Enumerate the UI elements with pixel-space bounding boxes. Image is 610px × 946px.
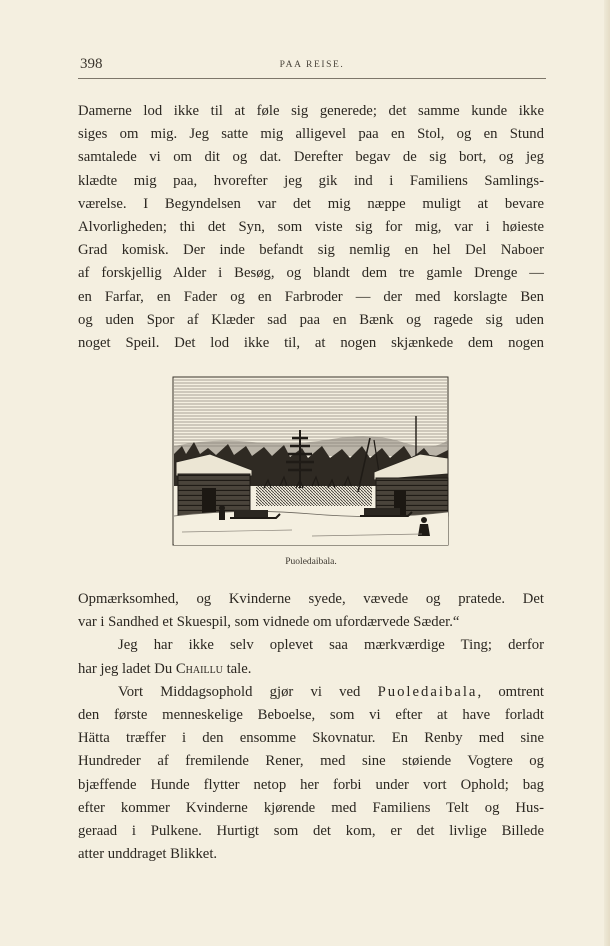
text-line: og uden Spor af Klæder sad paa en Bænk og ragede sig uden	[78, 311, 544, 328]
running-title: PAA REISE.	[279, 60, 345, 70]
author-name-surname: Chaillu	[175, 660, 223, 677]
text-line: Hundreder af fremilende Rener, med sine støiende Vogtere og	[78, 753, 544, 770]
place-name-spaced: Puoledaibala	[377, 683, 478, 700]
text-fragment: har jeg ladet	[78, 660, 155, 677]
text-line: Jeg har ikke selv oplevet saa mærkværdige Ting; derfor	[118, 637, 544, 654]
figure-caption: Puoledaibala.	[285, 557, 337, 567]
text-line: af forskjellig Alder i Besøg, og blandt dem tre gamle Drenge —	[78, 265, 544, 282]
text-line: efter kommer Kvinderne kjørende med Familiens Telt og Hus-	[78, 799, 544, 816]
text-line: noget Speil. Det lod ikke til, at nogen skjænkede dem nogen	[78, 335, 544, 352]
text-line: var i Sandhed et Skuespil, som vidnede om ufordærvede Sæder.“	[78, 614, 460, 631]
page-number: 398	[80, 56, 103, 72]
text-fragment: , omtrent	[477, 683, 544, 700]
text-line: klædte mig paa, hvorefter jeg gik ind i Familiens Samlings-	[78, 172, 544, 189]
text-line: en Farfar, en Fader og en Farbroder — der med korslagte Ben	[78, 288, 544, 305]
text-line: Opmærksomhed, og Kvinderne syede, vævede og pratede. Det	[78, 591, 544, 607]
text-line: bjæffende Hunde flytter netop her forbi under vort Ophold; bag	[78, 776, 544, 793]
text-line: siges om mig. Jeg satte mig alligevel paa en Stol, og en Stund	[78, 126, 544, 143]
text-fragment: Vort Middagsophold gjør vi ved	[118, 683, 378, 700]
text-line: Hätta træffer i den ensomme Skovnatur. En Renby med sine	[78, 730, 544, 747]
text-fragment: tale.	[222, 660, 252, 677]
text-line: Damerne lod ikke til at føle sig generede; det samme kunde ikke	[78, 103, 544, 119]
paragraph-top	[78, 100, 544, 355]
text-line-place	[78, 681, 544, 704]
engraving-puoledaibala	[172, 376, 450, 548]
paragraph-bottom	[78, 588, 544, 866]
author-name-du: Du	[154, 660, 173, 677]
text-line: den første menneskelige Beboelse, som vi efter at have forladt	[78, 707, 544, 724]
engraving-illustration	[172, 376, 450, 548]
text-line: atter unddraget Blikket.	[78, 846, 218, 863]
text-line: Alvorligheden; thi det Syn, som viste sig for mig, var i høieste	[78, 219, 544, 236]
text-line: geraad i Pulkene. Hurtigt som det kom, er det livlige Billede	[78, 823, 544, 840]
text-line: samtalede vi om dit og dat. Derefter begav de sig bort, og jeg	[78, 149, 544, 166]
running-head	[78, 56, 546, 79]
text-line-author	[78, 658, 544, 681]
text-line: værelse. I Begyndelsen var det mig næppe muligt at bevare	[78, 195, 544, 212]
text-line: Grad komisk. Der inde befandt sig nemlig en hel Del Naboer	[78, 242, 544, 259]
page-edge	[604, 0, 610, 946]
